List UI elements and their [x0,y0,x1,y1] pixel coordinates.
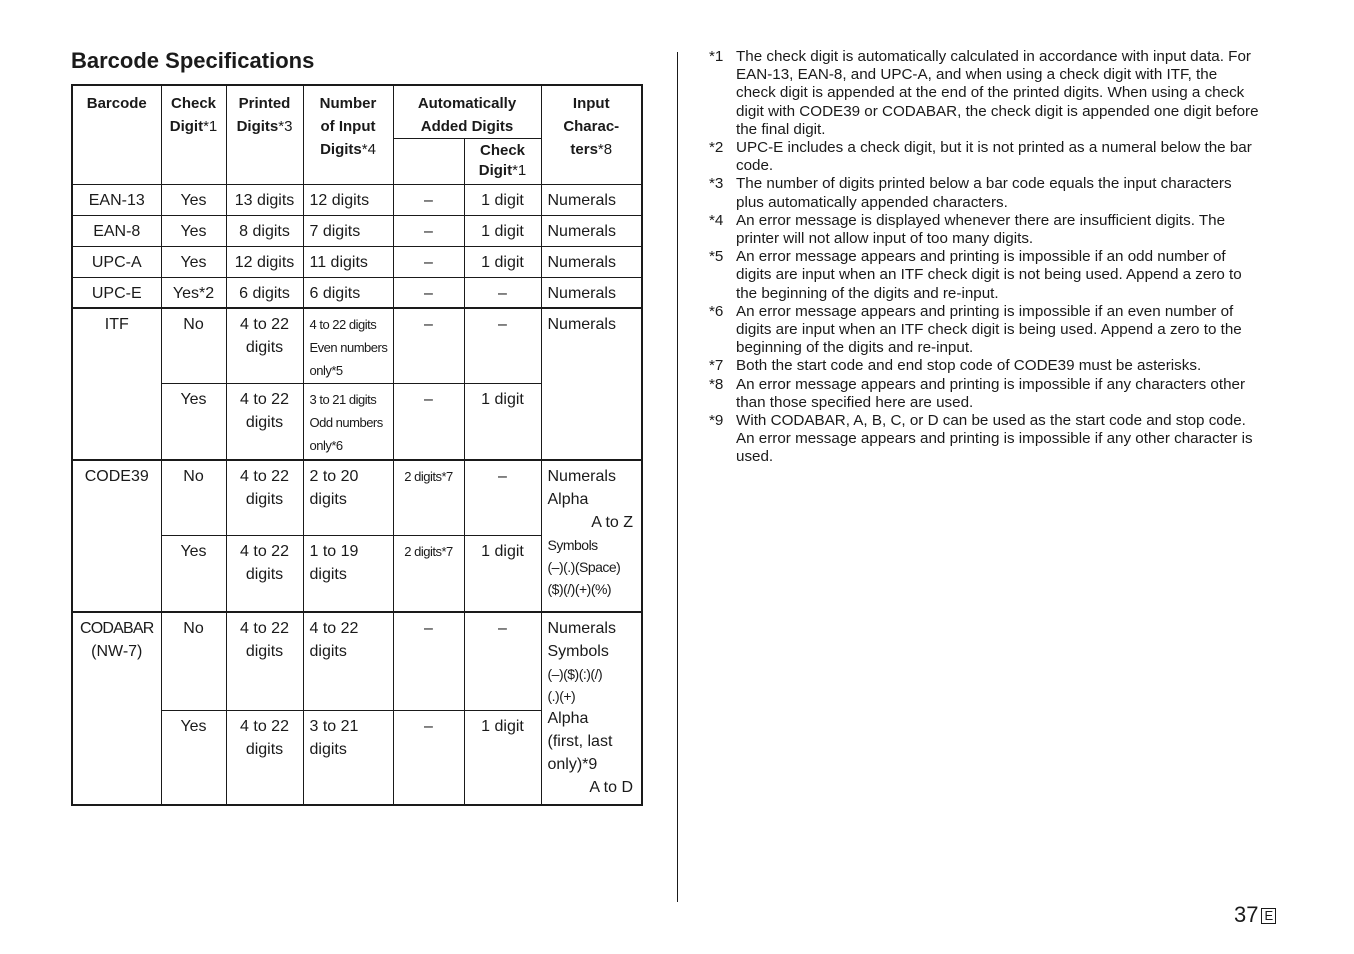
cell-input: 4 to 22 digits Even numbers only*5 [303,308,393,384]
cell-auto: – [393,278,464,308]
table-row [72,308,642,384]
barcode-spec-table [71,84,643,806]
footnote [709,412,1299,467]
table-row [72,460,642,536]
footnote-mark: *2 [709,139,724,157]
cell-chars: Numerals Symbols (–)($)(:)(/) (.)(+) Alpha (first, last only)*9 A to D [541,612,642,805]
footnote-mark: *8 [709,375,724,393]
cell-auto: – [393,711,464,805]
table-row [72,247,642,278]
page-number: 37 E [1234,902,1276,928]
page-title: Barcode Specifications [71,48,315,73]
cell-auto: – [393,216,464,247]
language-badge: E [1261,908,1276,924]
cell-barcode: CODE39 [72,460,161,612]
footnote-text: An error message appears and printing is impossible if any characters other than those specified here are used. [736,375,1246,411]
cell-auto-check: 1 digit [464,384,541,460]
footnote [709,48,1299,139]
footnote-mark: *5 [709,248,724,266]
header-auto-added-digits: Automatically Added Digits [393,85,541,139]
header-auto-check-digit: Check Digit*1 [464,139,541,185]
footnote-text: An error message appears and printing is impossible if an odd number of digits are input when an ITF check digit is not being used. Append a zero to the beginning of the digits and re-input. [736,248,1242,302]
table-row [72,216,642,247]
footnote [709,303,1299,358]
cell-auto-check: 1 digit [464,247,541,278]
cell-check: No [161,460,226,536]
cell-printed: 4 to 22 digits [226,612,303,711]
cell-check: Yes [161,384,226,460]
table-row [72,185,642,216]
cell-input: 12 digits [303,185,393,216]
footnote [709,376,1299,412]
cell-check: No [161,308,226,384]
cell-barcode: ITF [72,308,161,460]
cell-input: 11 digits [303,247,393,278]
cell-printed: 4 to 22 digits [226,308,303,384]
cell-input: 1 to 19 digits [303,536,393,612]
cell-auto-check: 1 digit [464,711,541,805]
header-printed-digits: Printed Digits*3 [226,85,303,185]
cell-input: 7 digits [303,216,393,247]
footnote [709,248,1299,303]
footnote-mark: *6 [709,302,724,320]
footnote-text: An error message is displayed whenever there are insufficient digits. The printer will not allow input of too many digits. [736,211,1226,248]
header-number-input-digits: Number of Input Digits*4 [303,85,393,185]
cell-auto: – [393,612,464,711]
cell-check: Yes [161,711,226,805]
cell-input: 6 digits [303,278,393,308]
cell-chars: Numerals Alpha A to Z Symbols (–)(.)(Space) ($)(/)(+)(%) [541,460,642,612]
cell-auto-check: 1 digit [464,216,541,247]
column-divider [677,52,678,902]
cell-input: 3 to 21 digits Odd numbers only*6 [303,384,393,460]
cell-barcode: UPC-E [72,278,161,308]
cell-barcode: EAN-13 [72,185,161,216]
cell-printed: 12 digits [226,247,303,278]
cell-auto-check: – [464,460,541,536]
cell-chars: Numerals [541,247,642,278]
cell-auto: – [393,247,464,278]
cell-auto-check: 1 digit [464,536,541,612]
cell-barcode: UPC-A [72,247,161,278]
cell-check: Yes [161,247,226,278]
header-input-characters: Input Charac- ters*8 [541,85,642,185]
cell-auto-check: – [464,612,541,711]
cell-chars: Numerals [541,278,642,308]
footnotes [709,48,1299,467]
cell-auto-check: 1 digit [464,185,541,216]
cell-auto: – [393,308,464,384]
cell-barcode: EAN-8 [72,216,161,247]
cell-printed: 13 digits [226,185,303,216]
footnote [709,139,1299,175]
cell-check: Yes [161,536,226,612]
footnote-text: An error message appears and printing is impossible if an even number of digits are input when an ITF check digit is being used. Append a zero to the beginning of the digits and re-input. [736,302,1242,357]
cell-input: 2 to 20 digits [303,460,393,536]
cell-input: 3 to 21 digits [303,711,393,805]
footnote-mark: *1 [709,48,724,65]
table-row [72,278,642,308]
cell-check: No [161,612,226,711]
footnote-text: The number of digits printed below a bar code equals the input characters plus automatically appended characters. [736,175,1232,211]
footnote-mark: *3 [709,175,724,193]
cell-auto: 2 digits*7 [393,460,464,536]
header-barcode: Barcode [72,85,161,185]
footnote-mark: *7 [709,357,724,375]
footnote [709,212,1299,248]
cell-check: Yes [161,185,226,216]
cell-printed: 4 to 22 digits [226,711,303,805]
footnote [709,357,1299,375]
footnote-text: With CODABAR, A, B, C, or D can be used as the start code and stop code. An error message appears and printing is impossible if any other character is used. [736,412,1253,466]
cell-input: 4 to 22 digits [303,612,393,711]
cell-auto: – [393,384,464,460]
header-check-digit: Check Digit*1 [161,85,226,185]
cell-printed: 4 to 22 digits [226,536,303,612]
cell-check: Yes [161,216,226,247]
cell-auto: – [393,185,464,216]
footnote-mark: *9 [709,412,724,430]
cell-auto: 2 digits*7 [393,536,464,612]
cell-auto-check: – [464,308,541,384]
cell-auto-check: – [464,278,541,308]
cell-check: Yes*2 [161,278,226,308]
cell-printed: 6 digits [226,278,303,308]
table-row [72,612,642,711]
cell-printed: 4 to 22 digits [226,384,303,460]
footnote-text: The check digit is automatically calculated in accordance with input data. For EAN-13, EAN-8, and UPC-A, and when using a check digit with ITF, the check digit is appended at the end of the printed digits. When using a check digit with CODE39 or CODABAR, the check digit is appended one digit before the final digit. [736,48,1259,138]
cell-barcode: CODABAR (NW-7) [72,612,161,805]
footnote-text: Both the start code and end stop code of CODE39 must be asterisks. [736,357,1202,375]
cell-printed: 4 to 22 digits [226,460,303,536]
cell-chars: Numerals [541,308,642,460]
cell-chars: Numerals [541,185,642,216]
footnote-mark: *4 [709,211,724,229]
footnote-text: UPC-E includes a check digit, but it is not printed as a numeral below the bar code. [736,139,1252,175]
footnote [709,175,1299,211]
cell-printed: 8 digits [226,216,303,247]
cell-chars: Numerals [541,216,642,247]
